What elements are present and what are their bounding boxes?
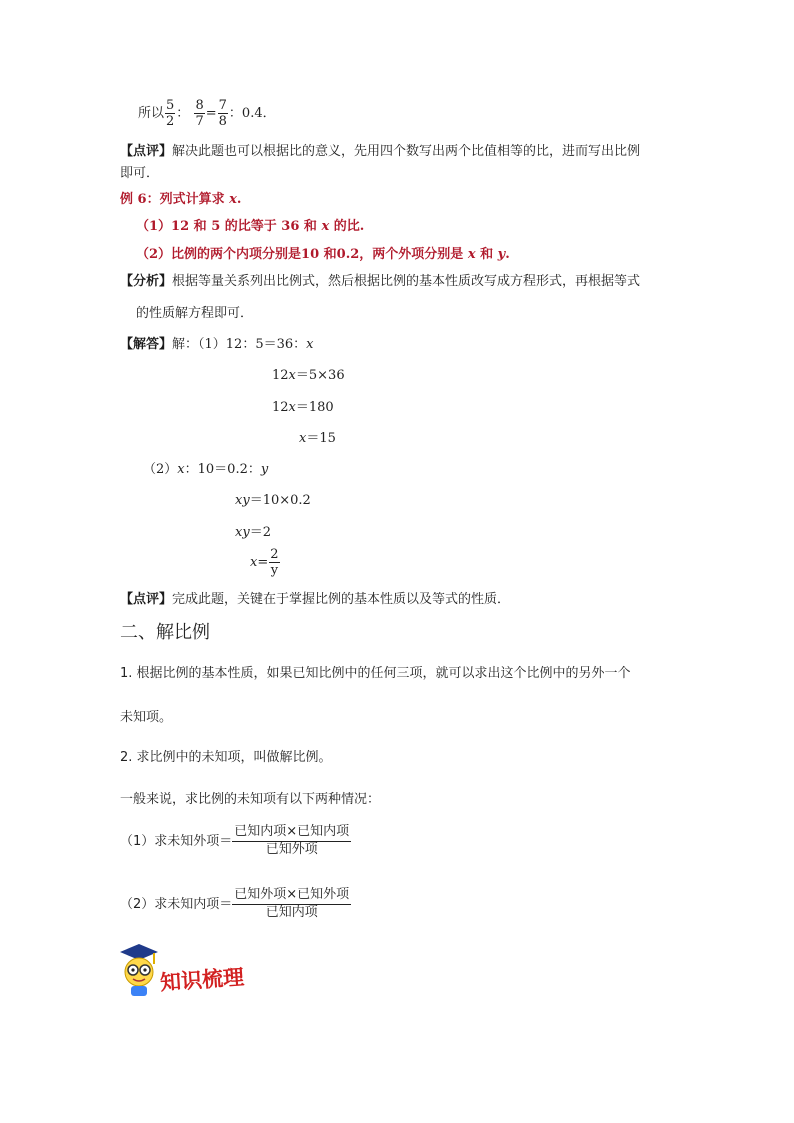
formula-2: （2）求未知内项＝ $\frac{\text{已知外项×已知外项}}{\text{已知内项}}$ (120, 887, 350, 920)
comment-2: 【点评】完成此题，关键在于掌握比例的基本性质以及等式的性质． (120, 592, 511, 607)
answer-step: xy＝10×0.2 (235, 493, 311, 508)
scholar-mascot-icon (118, 942, 160, 998)
answer-step: xy＝2 (235, 525, 271, 540)
section-paragraph-3: 一般来说，求比例的未知项有以下两种情况： (120, 792, 381, 807)
comment-line-1: 【点评】解决此题也可以根据比的意义，先用四个数写出两个比值相等的比，进而写出比例 (120, 144, 641, 159)
comment-line-2: 即可． (120, 166, 160, 181)
conclusion-line: 所以 $\frac{5}{2}$ ： $\frac{8}{7}$ = $\frac{7}{8}$ ：0.4． (138, 98, 276, 129)
example-question-1: （1）12 和 5 的比等于 36 和 x 的比. (136, 219, 365, 234)
answer-line-1: 【解答】解：（1）12：5＝36：x (120, 337, 314, 352)
formula-fraction: $\frac{\text{已知外项×已知外项}}{\text{已知内项}}$ (234, 887, 350, 920)
section-paragraph-1b: 未知项。 (120, 710, 173, 725)
fraction: $\frac{5}{2}$ (166, 98, 175, 129)
section-heading: 二、解比例 (120, 622, 210, 643)
example-title: 例 6：列式计算求 x. (120, 192, 242, 207)
section-paragraph-1a: 1. 根据比例的基本性质，如果已知比例中的任何三项，就可以求出这个比例中的另外一个 (120, 666, 631, 681)
fraction: $\frac{2}{y}$ (270, 547, 279, 578)
fraction: $\frac{7}{8}$ (218, 98, 227, 129)
section-paragraph-2: 2. 求比例中的未知项，叫做解比例。 (120, 750, 332, 765)
formula-1: （1）求未知外项＝ $\frac{\text{已知内项×已知内项}}{\text{已知外项}}$ (120, 824, 350, 857)
answer-step: 12x＝180 (272, 400, 334, 415)
example-question-2: （2）比例的两个内项分别是10 和0.2，两个外项分别是 x 和 y. (136, 247, 510, 262)
answer-part-2: （2）x：10＝0.2：y (143, 462, 269, 477)
answer-step: 12x＝5×36 (272, 368, 345, 383)
fraction: $\frac{8}{7}$ (195, 98, 204, 129)
analysis-line-2: 的性质解方程即可． (136, 306, 254, 321)
answer-step: x= $\frac{2}{y}$ (250, 547, 279, 578)
answer-step: x＝15 (299, 431, 336, 446)
analysis-line-1: 【分析】根据等量关系列出比例式，然后根据比例的基本性质改写成方程形式，再根据等式 (120, 274, 641, 289)
badge-label: 知识梳理 (159, 965, 245, 995)
knowledge-badge (118, 942, 258, 1000)
formula-fraction: $\frac{\text{已知内项×已知内项}}{\text{已知外项}}$ (234, 824, 350, 857)
